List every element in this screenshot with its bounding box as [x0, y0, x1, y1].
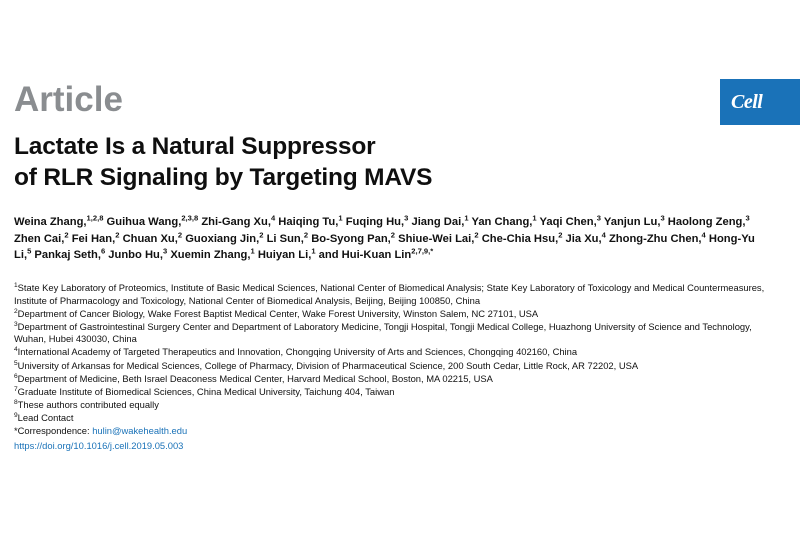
correspondence-line	[14, 425, 766, 438]
title-line-1: Lactate Is a Natural Suppressor	[14, 133, 376, 160]
author-name: Jia Xu,	[565, 232, 602, 245]
affiliation-text: Department of Medicine, Beth Israel Deaconess Medical Center, Harvard Medical School, Boston, MA 02215, USA	[17, 372, 493, 384]
affiliation-marker: 6	[14, 372, 18, 380]
author-affiliation-marker: 1,2,8	[86, 213, 104, 223]
affiliation-item	[14, 321, 766, 346]
affiliation-item	[14, 386, 766, 399]
affiliation-item	[14, 346, 766, 359]
author-affiliation-marker: 2	[558, 229, 563, 239]
author-affiliation-marker: 2,7,9,*	[411, 246, 434, 256]
page-header	[0, 40, 800, 119]
author-name: Xuemin Zhang,	[170, 249, 251, 261]
affiliation-text: These authors contributed equally	[17, 398, 159, 410]
author-name: Haiqing Tu,	[278, 216, 339, 228]
author-affiliation-marker: 2	[177, 229, 183, 239]
author-name: Junbo Hu,	[108, 249, 163, 261]
author-affiliation-marker: 1	[311, 246, 316, 256]
affiliation-item	[14, 412, 766, 425]
author-affiliation-marker: 4	[701, 229, 706, 239]
affiliation-text: State Key Laboratory of Proteomics, Institute of Basic Medical Sciences, National Center of Biomedical Analysis; State Key Laboratory of Toxicology and Medical Countermeasures, Institute of Pharmacology and Toxicology, National Center of Biomedical Analysis, Beijing, Beijing 100850, China	[14, 282, 765, 306]
affiliation-marker: 9	[14, 411, 18, 419]
journal-name: Cell	[731, 91, 763, 113]
affiliation-marker: 2	[14, 307, 18, 315]
affiliation-text: Graduate Institute of Biomedical Sciences, China Medical University, Taichung 404, Taiwan	[17, 385, 395, 397]
author-affiliation-marker: 5	[27, 246, 32, 256]
author-affiliation-marker: 4	[270, 213, 276, 223]
affiliation-item	[14, 282, 766, 307]
author-name: Li Sun,	[266, 232, 304, 245]
author-affiliation-marker: 1	[532, 213, 537, 223]
affiliation-text: International Academy of Targeted Therapeutics and Innovation, Chongqing University of Arts and Sciences, Chongqing 402160, China	[17, 346, 578, 358]
author-name: Fuqing Hu,	[345, 216, 405, 228]
affiliation-item	[14, 399, 766, 412]
doi-line	[14, 440, 766, 453]
author-affiliation-marker: 1	[250, 246, 255, 256]
author-name: Guoxiang Jin,	[185, 232, 260, 245]
author-affiliation-marker: 2	[474, 229, 479, 239]
author-name: Huiyan Li,	[257, 249, 312, 261]
affiliation-marker: 7	[14, 385, 18, 393]
affiliation-marker: 8	[14, 398, 18, 406]
affiliation-text: Department of Cancer Biology, Wake Forest Baptist Medical Center, Wake Forest University, Winston Salem, NC 27101, USA	[17, 307, 539, 319]
author-affiliation-marker: 2	[115, 229, 120, 239]
page-title	[14, 131, 774, 193]
author-name: Yanjun Lu,	[603, 216, 661, 228]
author-affiliation-marker: 3	[596, 213, 601, 223]
author-name: and Hui-Kuan Lin	[318, 249, 412, 261]
author-affiliation-marker: 6	[100, 246, 106, 256]
author-name: Fei Han,	[71, 232, 116, 245]
author-name: Zhi-Gang Xu,	[201, 216, 271, 228]
author-affiliation-marker: 2	[64, 229, 69, 239]
affiliation-marker: 5	[14, 359, 18, 367]
author-name: Yaqi Chen,	[539, 216, 597, 228]
author-name: Hong-Yu Li,	[14, 232, 755, 261]
affiliation-item	[14, 308, 766, 321]
doi-link[interactable]: https://doi.org/10.1016/j.cell.2019.05.003	[14, 439, 184, 451]
affiliation-text: University of Arkansas for Medical Sciences, College of Pharmacy, Division of Pharmaceutical Science, 200 South Cedar, Little Rock, AR 72202, USA	[17, 359, 639, 371]
author-affiliation-marker: 2	[303, 229, 309, 239]
author-affiliation-marker: 1	[464, 213, 469, 223]
correspondence-label: *Correspondence:	[14, 425, 90, 437]
author-name: Shiue-Wei Lai,	[398, 232, 475, 245]
author-affiliation-marker: 4	[601, 229, 606, 239]
author-name: Jiang Dai,	[411, 216, 465, 228]
author-name: Haolong Zeng,	[667, 216, 746, 228]
author-affiliation-marker: 2	[259, 229, 264, 239]
author-affiliation-marker: 1	[338, 213, 343, 223]
author-name: Chuan Xu,	[122, 232, 178, 245]
title-line-2: of RLR Signaling by Targeting MAVS	[14, 164, 433, 191]
author-affiliation-marker: 3	[745, 213, 750, 223]
author-affiliation-marker: 2,3,8	[181, 213, 199, 223]
affiliation-marker: 3	[14, 320, 18, 328]
author-name: Pankaj Seth,	[34, 249, 101, 261]
author-affiliation-marker: 3	[404, 213, 409, 223]
author-affiliation-marker: 3	[660, 213, 665, 223]
author-name: Bo-Syong Pan,	[311, 232, 391, 245]
affiliation-item	[14, 360, 766, 373]
journal-badge	[720, 79, 800, 125]
article-type-label: Article	[14, 80, 123, 119]
affiliation-text: Lead Contact	[17, 411, 74, 423]
author-name: Yan Chang,	[471, 216, 533, 228]
author-affiliation-marker: 3	[162, 246, 168, 256]
affiliation-marker: 4	[14, 346, 18, 354]
author-name: Weina Zhang,	[14, 216, 87, 228]
author-affiliation-marker: 2	[390, 229, 395, 239]
affiliation-text: Department of Gastrointestinal Surgery Center and Department of Laboratory Medicine, Tongji Hospital, Tongji Medical College, Huazhong University of Science and Technology, Wuhan, Hubei 430030, China	[14, 320, 752, 345]
author-name: Che-Chia Hsu,	[481, 232, 559, 245]
author-name: Zhen Cai,	[14, 232, 65, 245]
author-name: Guihua Wang,	[106, 216, 182, 228]
correspondence-email[interactable]: hulin@wakehealth.edu	[92, 425, 188, 437]
affiliation-marker: 1	[14, 281, 18, 289]
author-name: Zhong-Zhu Chen,	[608, 232, 702, 245]
affiliation-item	[14, 373, 766, 386]
affiliation-list	[14, 282, 766, 452]
author-list	[14, 214, 766, 264]
